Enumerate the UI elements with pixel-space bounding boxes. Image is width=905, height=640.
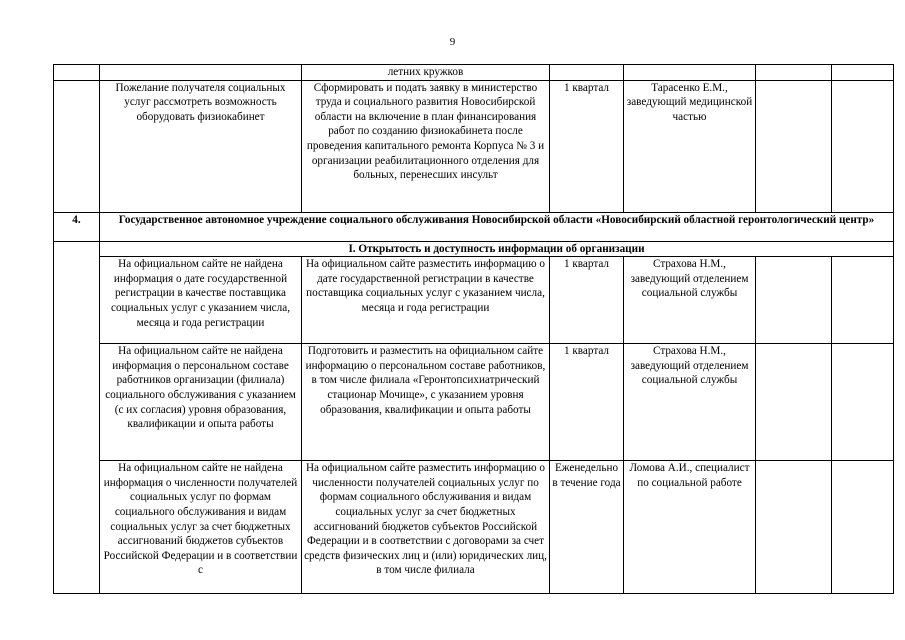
result-cell: [756, 461, 832, 594]
deficiency-cell: Пожелание получателя социальных услуг рассмотреть возможность оборудовать физиокабинет: [100, 80, 302, 212]
organization-number: 4.: [54, 212, 100, 241]
responsible-cell: Страхова Н.М., заведующий отделением социальной службы: [624, 344, 756, 461]
result-cell: [756, 80, 832, 212]
table-row: [54, 65, 894, 81]
deficiency-cell: На официальном сайте не найдена информация о дате государственной регистрации в качестве поставщика социальных услуг с указанием числа, месяца и года регистрации: [100, 257, 302, 344]
page-number: 9: [449, 36, 456, 48]
actual-date-cell: [832, 461, 894, 594]
deadline-cell: [550, 65, 624, 81]
deadline-cell: 1 квартал: [550, 344, 624, 461]
deadline-cell: 1 квартал: [550, 80, 624, 212]
deficiency-cell: На официальном сайте не найдена информация о численности получателей социальных услуг по формам социального обслуживания и видам социальных услуг за счет бюджетных ассигнований бюджетов субъектов Российской Федерации и в соответствии с: [100, 461, 302, 594]
measure-cell: На официальном сайте разместить информацию о численности получателей социальных услуг по формам социального обслуживания и видам социальных услуг за счет бюджетных ассигнований бюджетов субъектов Российской Федерации и в соответствии с договорами за счет средств физических лиц и (или) юридических лиц, в том числе филиала: [302, 461, 550, 594]
measure-cell: летних кружков: [302, 65, 550, 81]
table-row: [54, 80, 894, 212]
measure-cell: Подготовить и разместить на официальном сайте информацию о персональном составе работников, в том числе филиала «Геронтопсихиатрический стационар Мочище», с указанием уровня образования, квалификации и опыта работы: [302, 344, 550, 461]
measure-cell: На официальном сайте разместить информацию о дате государственной регистрации в качестве поставщика социальных услуг с указанием числа, месяца и года регистрации: [302, 257, 550, 344]
section-title: I. Открытость и доступность информации об организации: [100, 241, 894, 257]
actual-date-cell: [832, 65, 894, 81]
responsible-cell: Ломова А.И., специалист по социальной работе: [624, 461, 756, 594]
result-cell: [756, 344, 832, 461]
organization-name: Государственное автономное учреждение социального обслуживания Новосибирской области «Новосибирский областной геронтологический центр»: [100, 212, 894, 241]
actual-date-cell: [832, 257, 894, 344]
responsible-cell: Страхова Н.М., заведующий отделением социальной службы: [624, 257, 756, 344]
actual-date-cell: [832, 80, 894, 212]
actual-date-cell: [832, 344, 894, 461]
table-row: [54, 344, 894, 461]
deadline-cell: 1 квартал: [550, 257, 624, 344]
improvement-plan-table: [53, 64, 894, 594]
number-cell: [54, 241, 100, 594]
table-row: [54, 461, 894, 594]
measure-cell: Сформировать и подать заявку в министерство труда и социального развития Новосибирской области на включение в план финансирования работ по созданию физиокабинета после проведения капитального ремонта Корпуса № 3 и организации реабилитационного отделения для больных, перенесших инсульт: [302, 80, 550, 212]
organization-row: [54, 212, 894, 241]
result-cell: [756, 257, 832, 344]
number-cell: [54, 65, 100, 81]
result-cell: [756, 65, 832, 81]
responsible-cell: [624, 65, 756, 81]
section-row: [54, 241, 894, 257]
deadline-cell: Еженедельно в течение года: [550, 461, 624, 594]
responsible-cell: Тарасенко Е.М., заведующий медицинской частью: [624, 80, 756, 212]
deficiency-cell: [100, 65, 302, 81]
table-row: [54, 257, 894, 344]
deficiency-cell: На официальном сайте не найдена информация о персональном составе работников организации (филиала) социального обслуживания с указанием (с их согласия) уровня образования, квалификации и опыта работы: [100, 344, 302, 461]
number-cell: [54, 80, 100, 212]
